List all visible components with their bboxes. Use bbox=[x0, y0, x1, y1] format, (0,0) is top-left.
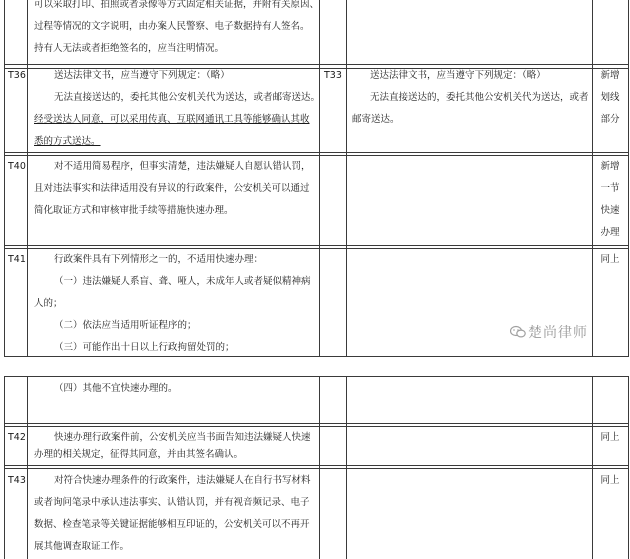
column-divider bbox=[346, 0, 347, 356]
wechat-icon bbox=[510, 324, 526, 343]
cell-text-line: （二）依法应当适用听证程序的； bbox=[54, 320, 197, 331]
cell-text-line: 行政案件具有下列情形之一的，不适用快速办理： bbox=[54, 254, 264, 265]
remark-text: 同上 bbox=[600, 254, 620, 265]
cell-text-line: 对不适用简易程序，但事实清楚，违法嫌疑人自愿认错认罚， bbox=[54, 161, 311, 172]
article-number: T42 bbox=[8, 432, 26, 443]
remark-text: 同上 bbox=[600, 475, 620, 486]
row-divider bbox=[4, 468, 629, 469]
cell-text-line: 简化取证方式和审核审批手续等措施快速办理。 bbox=[34, 205, 234, 216]
column-divider bbox=[27, 0, 28, 356]
column-divider bbox=[319, 0, 320, 356]
old-cell-text-line: 邮寄送达。 bbox=[352, 114, 400, 125]
underlined-text-line: 经受送达人同意，可以采用传真、互联网通讯工具等能够确认其收 bbox=[34, 114, 310, 125]
cell-text-line: 或者询问笔录中承认违法事实、认错认罚，并有视音频记录、电子 bbox=[34, 497, 310, 508]
cell-text-line: 快速办理行政案件前，公安机关应当书面告知违法嫌疑人快速 bbox=[54, 432, 311, 443]
article-number: T40 bbox=[8, 161, 26, 172]
cell-text-line: 且对违法事实和法律适用没有异议的行政案件，公安机关可以通过 bbox=[34, 183, 310, 194]
cell-text-line: 送达法律文书，应当遵守下列规定：（略） bbox=[54, 70, 230, 81]
cell-text-line: 办理的相关规定，征得其同意，并由其签名确认。 bbox=[34, 449, 244, 460]
remark-text: 部分 bbox=[600, 114, 620, 125]
remark-text: 快速 bbox=[600, 205, 620, 216]
row-divider bbox=[4, 423, 629, 424]
remark-text: 划线 bbox=[600, 92, 620, 103]
article-number: T43 bbox=[8, 475, 26, 486]
cell-text-line: （三）可能作出十日以上行政拘留处罚的； bbox=[54, 342, 235, 353]
remark-text: 同上 bbox=[600, 432, 620, 443]
cell-text-line: 对符合快速办理条件的行政案件，违法嫌疑人在自行书写材料 bbox=[54, 475, 311, 486]
cell-text-line: （一）违法嫌疑人系盲、聋、哑人，未成年人或者疑似精神病 bbox=[54, 276, 311, 287]
row-divider bbox=[4, 376, 629, 377]
old-cell-text-line: 无法直接送达的，委托其他公安机关代为送达，或者 bbox=[370, 92, 589, 103]
watermark-text: 楚尚律师 bbox=[528, 325, 588, 341]
remark-text: 新增 bbox=[600, 70, 620, 81]
row-divider bbox=[4, 245, 629, 246]
cell-text-line: 持有人无法或者拒绝签名的，应当注明情况。 bbox=[34, 43, 225, 54]
cell-text-line: 人的； bbox=[34, 298, 63, 309]
remark-text: 新增 bbox=[600, 161, 620, 172]
old-cell-text-line: 送达法律文书，应当遵守下列规定：（略） bbox=[370, 70, 546, 81]
cell-text-line: 过程等情况的文字说明，由办案人民警察、电子数据持有人签名。 bbox=[34, 21, 310, 32]
article-number: T36 bbox=[8, 70, 26, 81]
underlined-text-line: 悉的方式送达。 bbox=[34, 136, 101, 147]
column-divider bbox=[4, 0, 5, 356]
cell-text-line: 展其他调查取证工作。 bbox=[34, 541, 130, 552]
column-divider bbox=[592, 0, 593, 356]
remark-text: 一节 bbox=[600, 183, 620, 194]
old-article-number: T33 bbox=[324, 70, 342, 81]
cell-text-line: 数据、检查笔录等关键证据能够相互印证的，公安机关可以不再开 bbox=[34, 519, 310, 530]
article-number: T41 bbox=[8, 254, 26, 265]
cell-text-line: （四）其他不宜快速办理的。 bbox=[54, 383, 178, 394]
remark-text: 办理 bbox=[600, 227, 620, 238]
column-divider bbox=[628, 0, 629, 356]
cell-text-line: 可以采取打印、拍照或者录像等方式固定相关证据，并附有关原因、 bbox=[34, 0, 320, 10]
cell-text-line: 无法直接送达的，委托其他公安机关代为送达，或者邮寄送达。 bbox=[54, 92, 321, 103]
